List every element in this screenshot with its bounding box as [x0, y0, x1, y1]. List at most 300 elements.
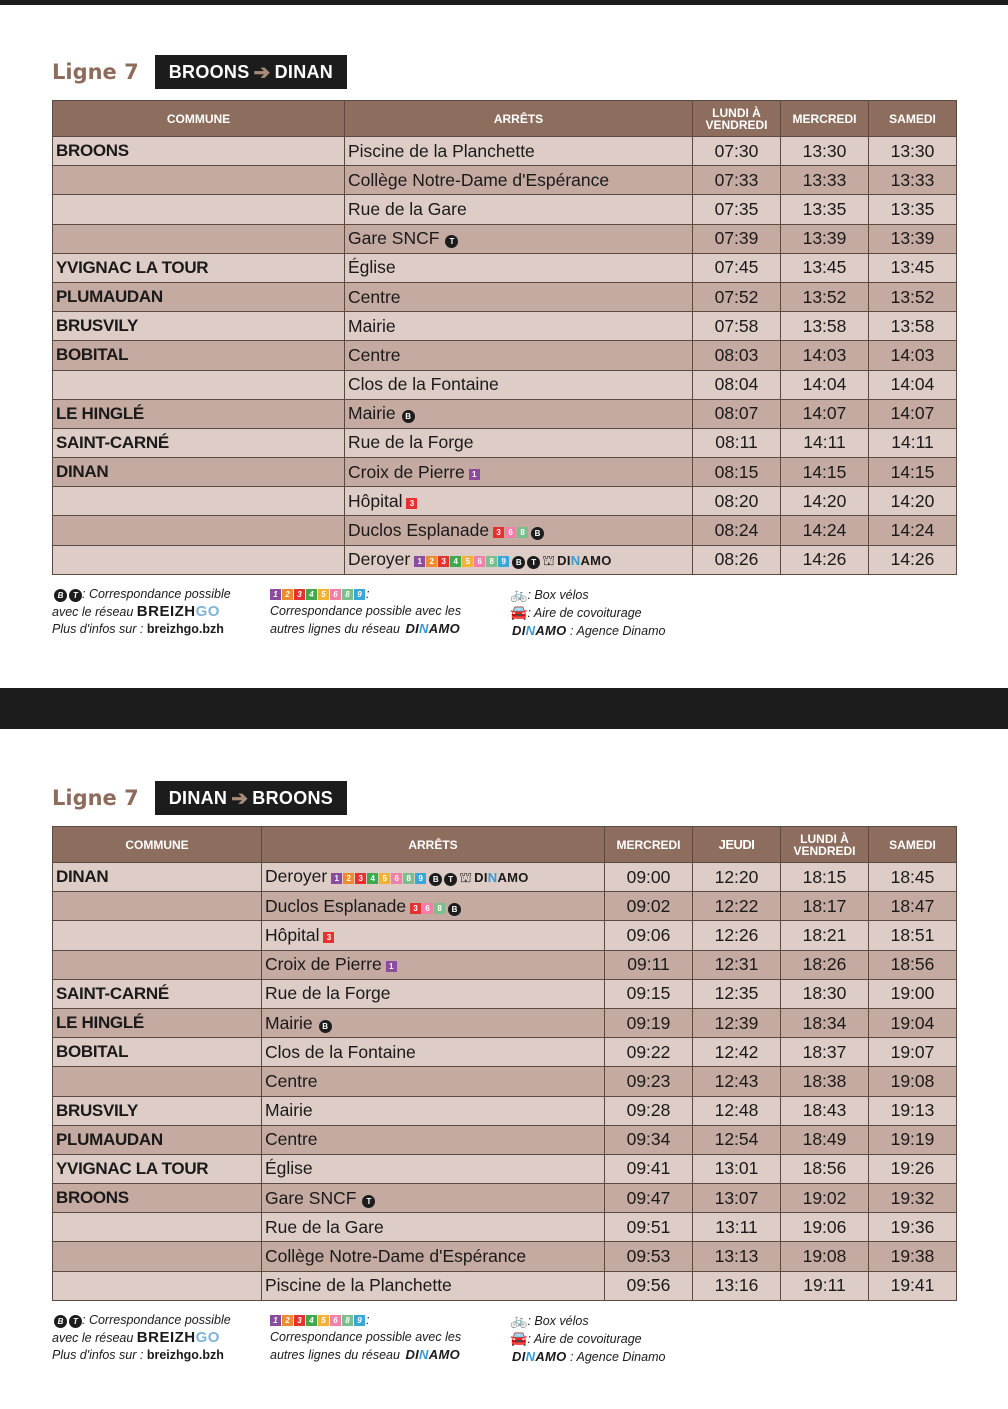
- time-cell: 14:15: [781, 458, 869, 487]
- stop-name: Clos de la Fontaine: [265, 1041, 416, 1062]
- connection-badges: [443, 228, 458, 248]
- line-3-icon: 3: [355, 873, 366, 884]
- table-row: [53, 224, 957, 253]
- time-cell: 09:22: [605, 1038, 693, 1067]
- route-badge: [155, 55, 347, 89]
- time-cell: 09:00: [605, 863, 693, 892]
- line-4-icon: 4: [450, 556, 461, 567]
- commune-cell: BOBITAL: [53, 1038, 262, 1067]
- column-header: COMMUNE: [53, 101, 345, 137]
- time-cell: 13:52: [869, 282, 957, 311]
- time-cell: 19:19: [869, 1125, 957, 1154]
- dinamo-agency-icon: DINAMO: [474, 870, 529, 886]
- connection-badges: [331, 866, 528, 886]
- time-cell: 08:26: [693, 545, 781, 574]
- time-cell: 19:07: [869, 1038, 957, 1067]
- stop-name: Centre: [265, 1070, 318, 1091]
- commune-cell: [53, 1213, 262, 1242]
- time-cell: 13:35: [781, 195, 869, 224]
- commune-cell: [53, 1067, 262, 1096]
- time-cell: 09:41: [605, 1154, 693, 1183]
- commune-cell: SAINT-CARNÉ: [53, 979, 262, 1008]
- line-8-icon: 8: [486, 556, 497, 567]
- legend-breizhgo: B T : Correspondance possible avec le réseau BREIZHGO Plus d'infos sur : breizhgo.bzh: [52, 587, 231, 636]
- stop-cell: [345, 487, 693, 516]
- time-cell: 19:41: [869, 1271, 957, 1300]
- column-header: COMMUNE: [53, 827, 262, 863]
- time-cell: 14:26: [869, 545, 957, 574]
- commune-cell: BRUSVILY: [53, 1096, 262, 1125]
- bike-box-icon: ⛫: [459, 869, 473, 886]
- time-cell: 09:53: [605, 1242, 693, 1271]
- time-cell: 13:39: [869, 224, 957, 253]
- stop-name: Croix de Pierre: [265, 954, 382, 975]
- time-cell: 12:22: [693, 892, 781, 921]
- column-header: ARRÊTS: [262, 827, 605, 863]
- time-cell: 18:21: [781, 921, 869, 950]
- time-cell: 13:58: [869, 312, 957, 341]
- time-cell: 08:04: [693, 370, 781, 399]
- time-cell: 18:49: [781, 1125, 869, 1154]
- top-bar: [0, 0, 1008, 5]
- time-cell: 18:34: [781, 1008, 869, 1037]
- time-cell: 09:51: [605, 1213, 693, 1242]
- time-cell: 19:00: [869, 979, 957, 1008]
- stop-name: Croix de Pierre: [348, 461, 465, 482]
- table-row: [53, 458, 957, 487]
- breizhgo-link[interactable]: breizhgo.bzh: [146, 622, 224, 636]
- time-cell: 18:17: [781, 892, 869, 921]
- time-cell: 09:28: [605, 1096, 693, 1125]
- time-cell: 19:08: [869, 1067, 957, 1096]
- time-cell: 08:03: [693, 341, 781, 370]
- table-row: [53, 1125, 957, 1154]
- time-cell: 18:30: [781, 979, 869, 1008]
- stop-cell: [262, 1038, 605, 1067]
- time-cell: 08:24: [693, 516, 781, 545]
- time-cell: 14:26: [781, 545, 869, 574]
- time-cell: 13:30: [869, 137, 957, 166]
- stop-name: Piscine de la Planchette: [348, 140, 535, 161]
- table-row: [53, 1242, 957, 1271]
- commune-cell: [53, 1271, 262, 1300]
- stop-name: Mairie: [348, 403, 396, 424]
- commune-cell: [53, 1242, 262, 1271]
- legend-dinamo-lines: 1 2 3 4 5 6 8 9 : Correspondance possible avec les autres lignes du réseau DINAMO: [270, 587, 462, 636]
- table-row: [53, 1154, 957, 1183]
- column-header: SAMEDI: [869, 101, 957, 137]
- connection-badges: [400, 403, 415, 423]
- table-row: [53, 1038, 957, 1067]
- time-cell: 14:24: [781, 516, 869, 545]
- legend-services: 🚲: Box vélos 🚘: Aire de covoiturage DINAMO : Agence Dinamo: [510, 1312, 666, 1364]
- time-cell: 08:15: [693, 458, 781, 487]
- stop-name: Rue de la Forge: [265, 983, 391, 1004]
- line-3-icon: 3: [438, 556, 449, 567]
- commune-cell: DINAN: [53, 458, 345, 487]
- connection-badges: [406, 491, 418, 511]
- time-cell: 12:48: [693, 1096, 781, 1125]
- line-5-icon: 5: [379, 873, 390, 884]
- time-cell: 14:20: [869, 487, 957, 516]
- time-cell: 18:37: [781, 1038, 869, 1067]
- time-cell: 07:52: [693, 282, 781, 311]
- table-row: [53, 1213, 957, 1242]
- connection-badges: [323, 925, 335, 945]
- time-cell: 13:16: [693, 1271, 781, 1300]
- table-row: [53, 312, 957, 341]
- time-cell: 18:38: [781, 1067, 869, 1096]
- stop-cell: [345, 253, 693, 282]
- stop-name: Piscine de la Planchette: [265, 1275, 452, 1296]
- stop-cell: [262, 1125, 605, 1154]
- time-cell: 13:45: [781, 253, 869, 282]
- legend-breizhgo: B T : Correspondance possible avec le réseau BREIZHGO Plus d'infos sur : breizhgo.bzh: [52, 1313, 231, 1362]
- line-6-icon: 6: [505, 527, 516, 538]
- time-cell: 07:35: [693, 195, 781, 224]
- line-8-icon: 8: [517, 527, 528, 538]
- commune-cell: [53, 950, 262, 979]
- table-row: [53, 253, 957, 282]
- time-cell: 19:06: [781, 1213, 869, 1242]
- table-row: [53, 166, 957, 195]
- train-icon: T: [445, 235, 458, 248]
- line-8-icon: 8: [434, 903, 445, 914]
- stop-cell: [345, 399, 693, 428]
- line-6-icon: 6: [474, 556, 485, 567]
- connection-badges: [414, 549, 611, 569]
- breizhgo-icon: B: [448, 903, 461, 916]
- table-row: [53, 516, 957, 545]
- time-cell: 13:30: [781, 137, 869, 166]
- stop-name: Centre: [348, 286, 401, 307]
- stop-name: Duclos Esplanade: [265, 895, 407, 916]
- connection-badges: [469, 462, 481, 482]
- time-cell: 18:47: [869, 892, 957, 921]
- stop-name: Centre: [265, 1129, 318, 1150]
- time-cell: 18:56: [869, 950, 957, 979]
- stop-name: Rue de la Forge: [348, 432, 474, 453]
- time-cell: 09:56: [605, 1271, 693, 1300]
- time-cell: 14:04: [869, 370, 957, 399]
- bike-box-icon: 🚲: [510, 1312, 528, 1328]
- time-cell: 19:36: [869, 1213, 957, 1242]
- time-cell: 19:11: [781, 1271, 869, 1300]
- commune-cell: SAINT-CARNÉ: [53, 428, 345, 457]
- time-cell: 12:35: [693, 979, 781, 1008]
- commune-cell: BOBITAL: [53, 341, 345, 370]
- line-2-icon: 2: [343, 873, 354, 884]
- table-row: [53, 341, 957, 370]
- time-cell: 14:03: [781, 341, 869, 370]
- train-icon: T: [444, 873, 457, 886]
- stop-cell: [262, 979, 605, 1008]
- time-cell: 14:03: [869, 341, 957, 370]
- route-to: DINAN: [274, 61, 334, 82]
- breizhgo-icon: B: [54, 589, 67, 602]
- train-icon: T: [69, 1315, 82, 1328]
- stop-cell: [345, 195, 693, 224]
- line-1-icon: 1: [469, 469, 480, 480]
- table-row: [53, 1184, 957, 1213]
- table-row: [53, 1271, 957, 1300]
- commune-cell: PLUMAUDAN: [53, 282, 345, 311]
- breizhgo-icon: B: [54, 1315, 67, 1328]
- time-cell: 13:52: [781, 282, 869, 311]
- column-header: SAMEDI: [869, 827, 957, 863]
- column-header: ARRÊTS: [345, 101, 693, 137]
- table-row: [53, 1096, 957, 1125]
- table-row: [53, 428, 957, 457]
- commune-cell: YVIGNAC LA TOUR: [53, 253, 345, 282]
- table-row: [53, 370, 957, 399]
- time-cell: 09:34: [605, 1125, 693, 1154]
- stop-name: Rue de la Gare: [348, 198, 467, 219]
- arrow-right-icon: ➔: [231, 787, 249, 810]
- stop-cell: [345, 458, 693, 487]
- table-row: [53, 282, 957, 311]
- stop-cell: [262, 1096, 605, 1125]
- time-cell: 19:02: [781, 1184, 869, 1213]
- line-title: [52, 780, 347, 816]
- dinamo-logo: DINAMO: [405, 621, 460, 636]
- breizhgo-icon: B: [512, 556, 525, 569]
- time-cell: 13:45: [869, 253, 957, 282]
- connection-badges: [386, 954, 398, 974]
- time-cell: 18:26: [781, 950, 869, 979]
- table-row: [53, 892, 957, 921]
- time-cell: 13:11: [693, 1213, 781, 1242]
- breizhgo-icon: B: [319, 1020, 332, 1033]
- line-3-icon: 3: [406, 498, 417, 509]
- stop-cell: [345, 312, 693, 341]
- commune-cell: BROONS: [53, 137, 345, 166]
- table-row: [53, 979, 957, 1008]
- stop-name: Gare SNCF: [348, 228, 440, 249]
- time-cell: 08:07: [693, 399, 781, 428]
- line-1-icon: 1: [386, 961, 397, 972]
- line-3-icon: 3: [493, 527, 504, 538]
- stop-name: Église: [348, 257, 396, 278]
- legend-dinamo-lines: 1 2 3 4 5 6 8 9 : Correspondance possible avec les autres lignes du réseau DINAMO: [270, 1313, 462, 1362]
- breizhgo-icon: B: [402, 410, 415, 423]
- connection-badges: [493, 520, 544, 540]
- commune-cell: PLUMAUDAN: [53, 1125, 262, 1154]
- schedule-table: [52, 826, 957, 1301]
- stop-cell: [262, 921, 605, 950]
- time-cell: 13:35: [869, 195, 957, 224]
- table-row: [53, 487, 957, 516]
- time-cell: 13:58: [781, 312, 869, 341]
- time-cell: 19:13: [869, 1096, 957, 1125]
- line-number: Ligne 7: [52, 786, 139, 810]
- stop-name: Rue de la Gare: [265, 1216, 384, 1237]
- line-1-icon: 1: [331, 873, 342, 884]
- time-cell: 09:11: [605, 950, 693, 979]
- stop-cell: [262, 1184, 605, 1213]
- time-cell: 13:01: [693, 1154, 781, 1183]
- time-cell: 09:06: [605, 921, 693, 950]
- commune-cell: [53, 545, 345, 574]
- stop-cell: [345, 282, 693, 311]
- stop-cell: [345, 545, 693, 574]
- time-cell: 18:15: [781, 863, 869, 892]
- stop-cell: [345, 516, 693, 545]
- time-cell: 13:33: [781, 166, 869, 195]
- bike-box-icon: ⛫: [542, 551, 556, 568]
- connection-badges: [410, 896, 461, 916]
- breizhgo-icon: B: [429, 873, 442, 886]
- route-badge: [155, 781, 347, 815]
- time-cell: 12:43: [693, 1067, 781, 1096]
- stop-name: Mairie: [265, 1100, 313, 1121]
- line-4-icon: 4: [367, 873, 378, 884]
- table-row: [53, 399, 957, 428]
- table-row: [53, 137, 957, 166]
- column-header: MERCREDI: [781, 101, 869, 137]
- commune-cell: BRUSVILY: [53, 312, 345, 341]
- time-cell: 19:04: [869, 1008, 957, 1037]
- column-header: LUNDI À VENDREDI: [781, 827, 869, 863]
- connection-badges: [317, 1013, 332, 1033]
- commune-cell: YVIGNAC LA TOUR: [53, 1154, 262, 1183]
- time-cell: 09:02: [605, 892, 693, 921]
- line-3-icon: 3: [323, 932, 334, 943]
- line-8-icon: 8: [403, 873, 414, 884]
- time-cell: 14:04: [781, 370, 869, 399]
- time-cell: 14:07: [781, 399, 869, 428]
- time-cell: 14:15: [869, 458, 957, 487]
- time-cell: 13:39: [781, 224, 869, 253]
- breizhgo-logo: BREIZHGO: [136, 603, 220, 620]
- table-row: [53, 950, 957, 979]
- time-cell: 07:45: [693, 253, 781, 282]
- column-header: MERCREDI: [605, 827, 693, 863]
- time-cell: 08:11: [693, 428, 781, 457]
- time-cell: 13:33: [869, 166, 957, 195]
- time-cell: 12:20: [693, 863, 781, 892]
- separator-bar: [0, 688, 1008, 729]
- time-cell: 19:38: [869, 1242, 957, 1271]
- stop-name: Deroyer: [348, 548, 411, 569]
- line-3-icon: 3: [410, 903, 421, 914]
- commune-cell: [53, 224, 345, 253]
- time-cell: 18:45: [869, 863, 957, 892]
- breizhgo-logo: BREIZHGO: [136, 1329, 220, 1346]
- stop-name: Église: [265, 1158, 313, 1179]
- stop-name: Centre: [348, 344, 401, 365]
- time-cell: 14:24: [869, 516, 957, 545]
- stop-cell: [345, 137, 693, 166]
- stop-cell: [262, 1154, 605, 1183]
- time-cell: 09:15: [605, 979, 693, 1008]
- train-icon: T: [69, 589, 82, 602]
- line-2-icon: 2: [426, 556, 437, 567]
- commune-cell: DINAN: [53, 863, 262, 892]
- commune-cell: LE HINGLÉ: [53, 1008, 262, 1037]
- route-from: DINAN: [168, 787, 228, 808]
- line-title: [52, 54, 347, 90]
- dinamo-logo: DINAMO: [405, 1347, 460, 1362]
- table-row: [53, 863, 957, 892]
- dinamo-agency-icon: DINAMO: [557, 552, 612, 568]
- commune-cell: LE HINGLÉ: [53, 399, 345, 428]
- commune-cell: [53, 921, 262, 950]
- breizhgo-icon: B: [531, 527, 544, 540]
- time-cell: 19:08: [781, 1242, 869, 1271]
- stop-cell: [345, 428, 693, 457]
- commune-cell: [53, 516, 345, 545]
- time-cell: 18:56: [781, 1154, 869, 1183]
- stop-name: Gare SNCF: [265, 1187, 357, 1208]
- table-row: [53, 1008, 957, 1037]
- carpool-icon: 🚘: [510, 1330, 528, 1346]
- line-9-icon: 9: [498, 556, 509, 567]
- stop-cell: [345, 341, 693, 370]
- stop-name: Deroyer: [265, 866, 328, 887]
- time-cell: 09:19: [605, 1008, 693, 1037]
- commune-cell: [53, 166, 345, 195]
- table-row: [53, 545, 957, 574]
- time-cell: 19:26: [869, 1154, 957, 1183]
- table-row: [53, 921, 957, 950]
- legend-services: 🚲: Box vélos 🚘: Aire de covoiturage DINAMO : Agence Dinamo: [510, 586, 666, 638]
- stop-cell: [262, 1067, 605, 1096]
- time-cell: 13:07: [693, 1184, 781, 1213]
- stop-cell: [262, 1242, 605, 1271]
- stop-cell: [262, 863, 605, 892]
- dinamo-logo: DINAMO: [512, 1349, 567, 1364]
- time-cell: 07:39: [693, 224, 781, 253]
- stop-cell: [345, 224, 693, 253]
- stop-cell: [345, 166, 693, 195]
- stop-name: Duclos Esplanade: [348, 520, 490, 541]
- time-cell: 08:20: [693, 487, 781, 516]
- time-cell: 18:51: [869, 921, 957, 950]
- commune-cell: [53, 892, 262, 921]
- stop-name: Clos de la Fontaine: [348, 374, 499, 395]
- time-cell: 12:31: [693, 950, 781, 979]
- time-cell: 13:13: [693, 1242, 781, 1271]
- time-cell: 19:32: [869, 1184, 957, 1213]
- time-cell: 07:33: [693, 166, 781, 195]
- stop-name: Hôpital: [265, 924, 320, 945]
- route-from: BROONS: [168, 61, 250, 82]
- breizhgo-link[interactable]: breizhgo.bzh: [146, 1348, 224, 1362]
- stop-name: Collège Notre-Dame d'Espérance: [348, 169, 610, 190]
- table-row: [53, 195, 957, 224]
- commune-cell: [53, 195, 345, 224]
- stop-name: Collège Notre-Dame d'Espérance: [265, 1246, 527, 1267]
- stop-cell: [262, 892, 605, 921]
- line-number: Ligne 7: [52, 60, 139, 84]
- line-6-icon: 6: [422, 903, 433, 914]
- time-cell: 14:11: [869, 428, 957, 457]
- stop-name: Hôpital: [348, 490, 403, 511]
- time-cell: 14:20: [781, 487, 869, 516]
- time-cell: 12:42: [693, 1038, 781, 1067]
- commune-cell: BROONS: [53, 1184, 262, 1213]
- arrow-right-icon: ➔: [253, 61, 271, 84]
- connection-badges: [360, 1188, 375, 1208]
- commune-cell: [53, 370, 345, 399]
- time-cell: 09:47: [605, 1184, 693, 1213]
- table-row: [53, 1067, 957, 1096]
- commune-cell: [53, 487, 345, 516]
- time-cell: 09:23: [605, 1067, 693, 1096]
- line-9-icon: 9: [415, 873, 426, 884]
- stop-name: Mairie: [348, 315, 396, 336]
